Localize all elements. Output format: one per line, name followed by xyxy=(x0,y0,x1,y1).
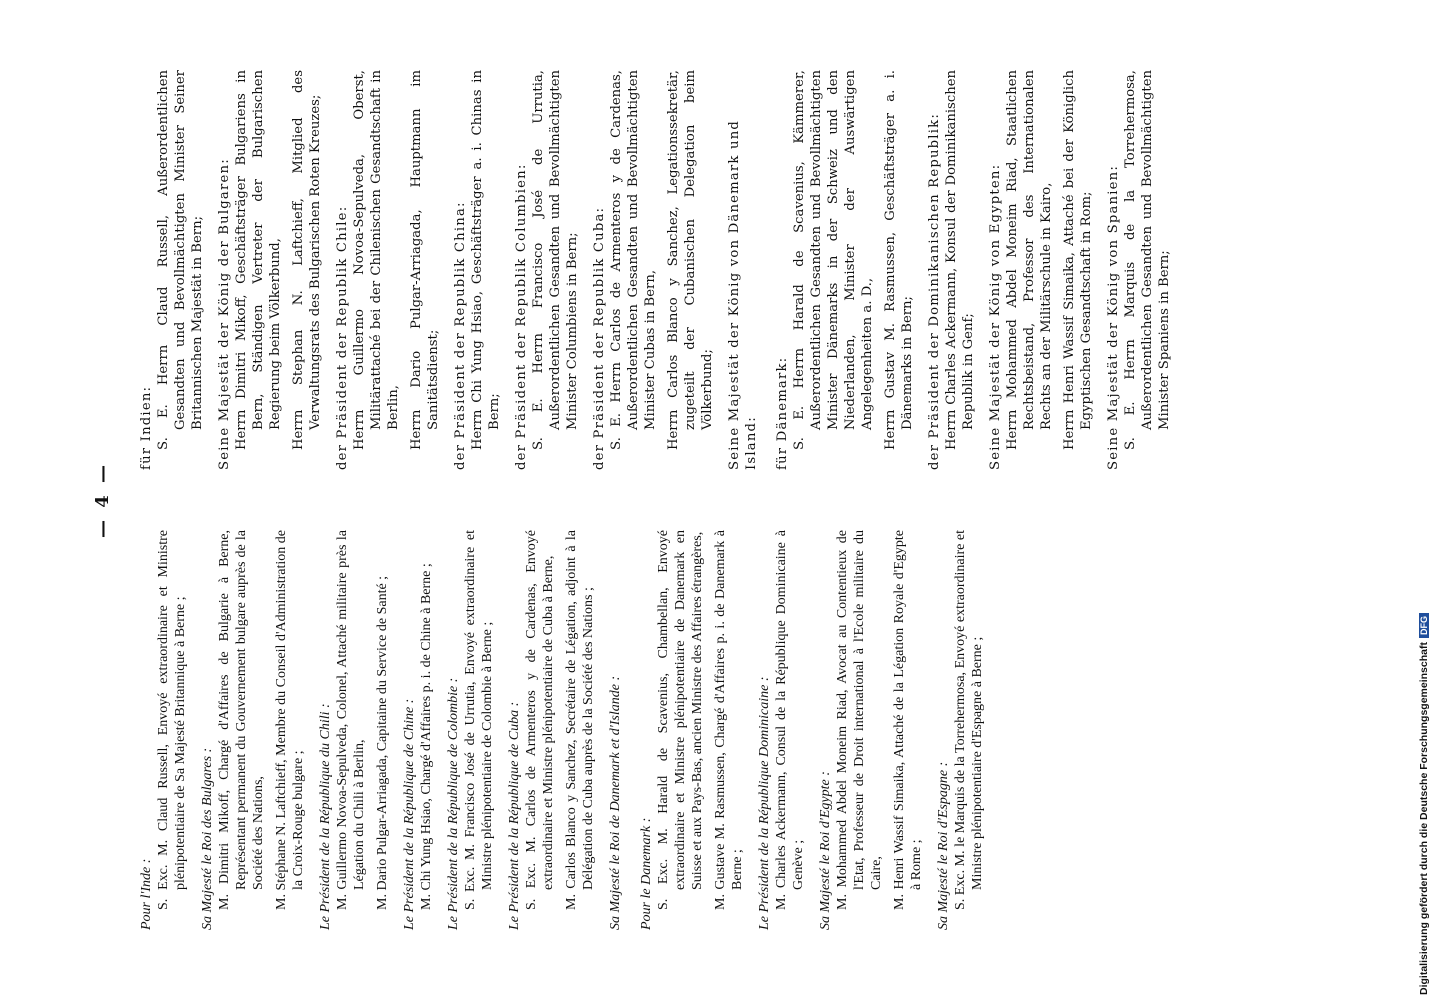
german-section-heading: der Präsident der Republik Cuba: xyxy=(592,206,607,470)
french-section xyxy=(317,530,391,930)
german-section xyxy=(726,70,760,470)
german-section xyxy=(216,70,324,470)
french-section-heading: Sa Majesté le Roi des Bulgares : xyxy=(200,747,215,930)
french-section xyxy=(199,530,307,930)
german-delegate-entry: Herrn Dimitri Mikoff, Geschäftsträger Bulgariens in Bern, Ständigen Vertreter der Bulgarischen Regierung beim Völkerbund, xyxy=(234,70,283,450)
german-section xyxy=(334,70,442,470)
german-section xyxy=(774,70,916,470)
german-section-heading: Seine Majestät der König von Dänemark und Island: xyxy=(727,119,759,470)
german-section-heading: der Präsident der Dominikanischen Republik: xyxy=(927,113,942,470)
french-delegate-entry: M. Henri Wassif Simaika, Attaché de la Légation Royale d'Egypte à Rome ; xyxy=(892,530,924,910)
rotated-page-content xyxy=(80,55,1410,945)
french-delegate-entry: S. Exc. M. Claud Russell, Envoyé extraordinaire et Ministre plénipotentiaire de Sa Majesté Britannique à Berne ; xyxy=(156,530,188,910)
german-delegate-entry: S. E. Herrn Francisco José de Urrutia, Außerordentlichen Gesandten und Bevollmächtigten Minister Columbiens in Bern; xyxy=(531,70,580,450)
french-section-heading: Pour le Danemark : xyxy=(639,817,654,930)
french-delegate-entry: S. Exc. M. Carlos de Armenteros y de Cardenas, Envoyé extraordinaire et Ministre plénipotentiaire de Cuba à Berne, xyxy=(524,530,556,910)
french-section-heading: Sa Majesté le Roi de Danemark et d'Islande : xyxy=(608,675,623,930)
french-section xyxy=(935,530,986,930)
german-section xyxy=(1105,70,1173,470)
french-section-heading: Le Président de la République Dominicaine : xyxy=(757,676,772,930)
german-delegate-entry: S. E. Herrn Harald de Scavenius, Kämmerer, Außerordentlichen Gesandten und Bevollmächtigten Minister Dänemarks in der Schweiz und den Niederlanden, Minister der Auswärtigen Angelegenheiten a. D., xyxy=(792,70,875,450)
french-column xyxy=(138,530,996,930)
german-section-heading: für Indien: xyxy=(139,385,154,470)
french-delegate-entry: M. Charles Ackermann, Consul de la République Dominicaine à Genève ; xyxy=(774,530,806,910)
french-section-heading: Sa Majesté le Roi d'Espagne : xyxy=(936,761,951,930)
dfg-credit xyxy=(1418,0,1434,995)
french-section xyxy=(506,530,597,930)
german-section-heading: Seine Majestät der König der Bulgaren: xyxy=(217,158,232,470)
german-delegate-entry: Herrn Charles Ackermann, Konsul der Dominikanischen Republik in Genf; xyxy=(944,70,976,450)
german-section xyxy=(591,70,716,470)
german-section-heading: der Präsident der Republik China: xyxy=(453,201,468,470)
page-number: — 4 — xyxy=(92,461,113,539)
german-delegate-entry: Herrn Henri Wassif Simaika, Attaché bei der Königlich Egyptischen Gesandtschaft in Rom; xyxy=(1062,70,1094,450)
german-delegate-entry: S. E. Herrn Marquis de la Torrehermosa, Außerordentlichen Gesandten und Bevollmächtigten Minister Spaniens in Bern; xyxy=(1123,70,1172,450)
french-delegate-entry: M. Dimitri Mikoff, Chargé d'Affaires de Bulgarie à Berne, Représentant permanent du Gouvernement bulgare auprès de la Société des Nations, xyxy=(217,530,266,910)
french-section xyxy=(445,530,496,930)
german-section-heading: der Präsident der Republik Chile: xyxy=(335,205,350,470)
german-section-heading: für Dänemark: xyxy=(775,356,790,470)
german-delegate-entry: Herrn Guillermo Novoa-Sepulveda, Oberst, Militärattaché bei der Chilenischen Gesandtschaft in Berlin, xyxy=(352,70,401,450)
french-section xyxy=(817,530,925,930)
french-delegate-entry: M. Dario Pulgar-Arriagada, Capitaine du Service de Santé ; xyxy=(375,575,390,910)
french-delegate-entry: M. Mohammed Abdel Moneim Riad, Avocat au Contentieux de l'Etat, Professeur de Droit international à l'Ecole militaire du Caire, xyxy=(835,530,884,910)
french-section-heading: Pour l'Inde : xyxy=(139,858,154,930)
french-section-heading: Sa Majesté le Roi d'Egypte : xyxy=(818,771,833,930)
german-section xyxy=(926,70,977,470)
german-delegate-entry: Herrn Dario Pulgar-Arriagada, Hauptmann im Sanitätsdienst; xyxy=(409,70,441,450)
german-section-heading: Seine Majestät der König von Egypten: xyxy=(988,163,1003,470)
french-section xyxy=(401,530,435,930)
french-section xyxy=(756,530,807,930)
french-section xyxy=(138,530,189,930)
german-delegate-entry: Herrn Carlos Blanco y Sanchez, Legationssekretär, zugeteilt der Cubanischen Delegation beim Völkerbund; xyxy=(666,70,715,450)
french-delegate-entry: M. Carlos Blanco y Sanchez, Secrétaire de Légation, adjoint à la Délégation de Cuba auprès de la Société des Nations ; xyxy=(564,530,596,910)
german-column xyxy=(138,70,1183,470)
german-delegate-entry: S. E. Herrn Claud Russell, Außerordentlichen Gesandten und Bevollmächtigten Minister Seiner Britannischen Majestät in Bern; xyxy=(156,70,205,450)
french-delegate-entry: M. Stéphane N. Laftchieff, Membre du Conseil d'Administration de la Croix-Rouge bulgare ; xyxy=(274,530,306,910)
french-section xyxy=(607,530,624,930)
german-delegate-entry: S. E. Herrn Carlos de Armenteros y de Cardenas, Außerordentlichen Gesandten und Bevollmächtigten Minister Cubas in Bern, xyxy=(609,70,658,450)
german-section-heading: Seine Majestät der König von Spanien: xyxy=(1106,164,1121,470)
french-delegate-entry: S. Exc. M. le Marquis de la Torrehermosa, Envoyé extraordinaire et Ministre plénipotentiaire d'Espagne à Berne ; xyxy=(953,530,985,910)
french-section-heading: Le Président de la République de Cuba : xyxy=(507,701,522,930)
german-delegate-entry: Herrn Chi Yung Hsiao, Geschäftsträger a. i. Chinas in Bern; xyxy=(470,70,502,450)
dfg-credit-text: Digitalisierung gefördert durch die Deutsche Forschungsgemeinschaft xyxy=(1418,642,1430,995)
french-section xyxy=(638,530,746,930)
french-section-heading: Le Président de la République de Chine : xyxy=(402,698,417,930)
german-section xyxy=(513,70,581,470)
french-delegate-entry: M. Gustave M. Rasmussen, Chargé d'Affaires p. i. de Danemark à Berne ; xyxy=(713,530,745,910)
french-delegate-entry: S. Exc. M. Harald de Scavenius, Chambellan, Envoyé extraordinaire et Ministre plénipotentiaire de Danemark en Suisse et aux Pays-Bas, ancien Ministre des Affaires étrangères, xyxy=(656,530,705,910)
german-section xyxy=(452,70,503,470)
french-delegate-entry: M. Chi Yung Hsiao, Chargé d'Affaires p. i. de Chine à Berne ; xyxy=(419,563,434,910)
french-delegate-entry: S. Exc. M. Francisco José de Urrutia, Envoyé extraordinaire et Ministre plénipotentiaire de Colombie à Berne ; xyxy=(463,530,495,910)
german-delegate-entry: Herrn Stephan N. Laftchieff, Mitglied des Verwaltungsrats des Bulgarischen Roten Kreuzes; xyxy=(291,70,323,450)
german-delegate-entry: Herrn Gustav M. Rasmussen, Geschäftsträger a. i. Dänemarks in Bern; xyxy=(883,70,915,450)
french-section-heading: Le Président de la République de Colombie : xyxy=(446,677,461,930)
german-delegate-entry: Herrn Mohammed Abdel Moneim Riad, Staatlichen Rechtsbeistand, Professor des Internationalen Rechts an der Militärschule in Kairo, xyxy=(1005,70,1054,450)
french-delegate-entry: M. Guillermo Novoa-Sepulveda, Colonel, Attaché militaire près la Légation du Chili à Berlin, xyxy=(335,530,367,910)
german-section-heading: der Präsident der Republik Columbien: xyxy=(514,163,529,470)
french-section-heading: Le Président de la République du Chili : xyxy=(318,703,333,930)
german-section xyxy=(138,70,206,470)
german-section xyxy=(987,70,1095,470)
dfg-logo: DFG xyxy=(1419,613,1429,638)
